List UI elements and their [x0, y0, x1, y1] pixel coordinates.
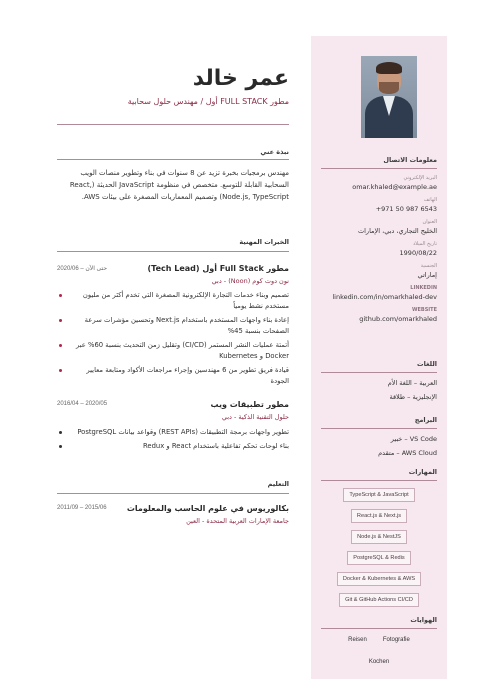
- education-date: 2011/09 – 2015/06: [57, 505, 107, 511]
- phone-label: الهاتف: [423, 197, 437, 203]
- summary-text: مهندس برمجيات بخبرة تزيد عن 8 سنوات في بناء وتطوير منصات الويب السحابية القابلة للتوسع. متخصص في منظومة JavaScript الحديثة (React, Node.js, TypeScript) وتصميم المعماريات المصغرة على بيئات AWS.: [69, 169, 289, 201]
- hobbies-section: [321, 616, 437, 665]
- nationality-value: إماراتي: [417, 271, 437, 279]
- education-school: جامعة الإمارات العربية المتحدة - العين: [186, 517, 289, 525]
- skill-tag: PostgreSQL & Redis: [347, 551, 410, 565]
- education-title: التعليم: [267, 480, 289, 488]
- list-item: قيادة فريق تطوير من 6 مهندسين وإجراء مراجعات الأكواد ومتابعة معايير الجودة: [57, 365, 289, 387]
- linkedin-link[interactable]: linkedin.com/in/omarkhaled-dev: [332, 293, 437, 301]
- website-link[interactable]: github.com/omarkhaled: [359, 315, 437, 323]
- job-bullets: [57, 290, 289, 390]
- divider: [57, 124, 289, 125]
- contact-title: معلومات الاتصال: [321, 156, 437, 169]
- sidebar: [311, 36, 447, 679]
- hobby-item: Reisen: [348, 637, 367, 643]
- software-item: AWS Cloud – متقدم: [378, 449, 437, 457]
- divider: [57, 159, 289, 160]
- skills-section: [321, 468, 437, 607]
- skills-list: [321, 481, 437, 607]
- job-company: حلول التقنية الذكية - دبي: [221, 413, 289, 421]
- list-item: أتمتة عمليات النشر المستمر (CI/CD) وتقليل زمن التحديث بنسبة 60% عبر Docker و Kubernetes: [57, 340, 289, 362]
- list-item: تصميم وبناء خدمات التجارة الإلكترونية المصغرة التي تخدم أكثر من مليون مستخدم نشط يومياً: [57, 290, 289, 312]
- job-date: 2016/04 – 2020/05: [57, 401, 108, 407]
- list-item: تطوير واجهات برمجة التطبيقات (REST APIs) وقواعد بيانات PostgreSQL: [57, 427, 289, 438]
- divider: [57, 493, 289, 494]
- divider: [57, 251, 289, 252]
- hobbies-list: [321, 637, 437, 665]
- hobby-item: Kochen: [368, 659, 390, 665]
- language-item: العربية – اللغة الأم: [387, 379, 437, 387]
- software-item: VS Code – خبير: [390, 435, 437, 443]
- profile-photo: [361, 56, 417, 138]
- nationality-label: الجنسية: [420, 263, 437, 269]
- list-item: إعادة بناء واجهات المستخدم باستخدام Next.js وتحسين مؤشرات سرعة الصفحات بنسبة 45%: [57, 315, 289, 337]
- job-company: نون دوت كوم (Noon) - دبي: [211, 277, 289, 285]
- skill-tag: Docker & Kubernetes & AWS: [337, 572, 421, 586]
- skill-tag: React.js & Next.js: [351, 509, 407, 523]
- software-title: البرامج: [321, 416, 437, 429]
- phone-value: +971 50 987 6543: [375, 205, 437, 213]
- list-item: بناء لوحات تحكم تفاعلية باستخدام React و Redux: [57, 441, 289, 452]
- hobby-item: Fotografie: [382, 637, 410, 643]
- summary-title: نبذة عني: [260, 148, 289, 156]
- experience-title: الخبرات المهنية: [239, 238, 289, 246]
- job-date: 2020/06 – حتى الآن: [57, 266, 108, 272]
- address-label: العنوان: [422, 219, 437, 225]
- linkedin-label: LINKEDIN: [410, 285, 437, 291]
- job-title: مطور Full Stack أول (Tech Lead): [147, 264, 289, 273]
- job-title: مطور تطبيقات ويب: [210, 400, 289, 409]
- languages-section: [321, 360, 437, 401]
- person-name: عمر خالد: [192, 66, 289, 91]
- skill-tag: Git & GitHub Actions CI/CD: [339, 593, 419, 607]
- job-bullets: [57, 427, 289, 455]
- skill-tag: Node.js & NestJS: [351, 530, 407, 544]
- dob-value: 1990/08/22: [399, 249, 437, 257]
- contact-section: [321, 156, 437, 323]
- skills-title: المهارات: [321, 468, 437, 481]
- dob-label: تاريخ الميلاد: [412, 241, 437, 247]
- address-value: الخليج التجاري، دبي، الإمارات: [358, 227, 437, 235]
- skill-tag: TypeScript & JavaScript: [343, 488, 414, 502]
- software-section: [321, 416, 437, 457]
- hobbies-title: الهوايات: [321, 616, 437, 629]
- email-value: omar.khaled@example.ae: [352, 183, 437, 191]
- email-label: البريد الإلكتروني: [403, 175, 437, 181]
- degree-title: بكالوريوس في علوم الحاسب والمعلومات: [126, 504, 289, 513]
- person-headline: مطور FULL STACK أول / مهندس حلول سحابية: [127, 97, 289, 106]
- website-label: WEBSITE: [411, 307, 437, 313]
- languages-title: اللغات: [321, 360, 437, 373]
- language-item: الإنجليزية – طلاقة: [389, 393, 437, 401]
